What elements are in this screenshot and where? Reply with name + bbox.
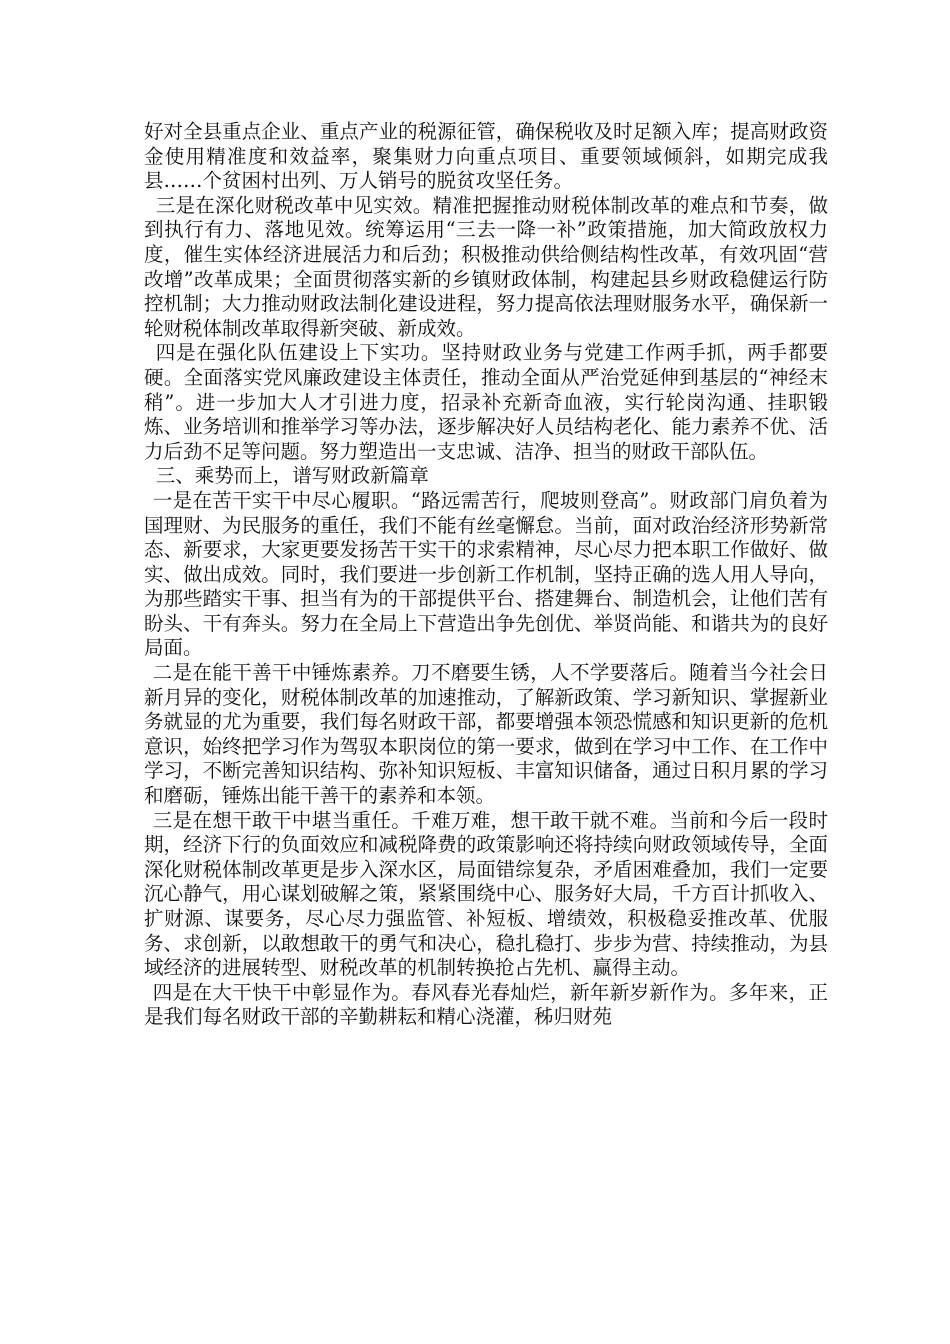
paragraph-achievement: 四是在大干快干中彰显作为。春风春光春灿烂，新年新岁新作为。多年来，正是我们每名财政干部的辛勤耕耘和精心浇灌，秭归财苑 (144, 980, 828, 1029)
paragraph-fiscal-reform: 三是在深化财税改革中见实效。精准把握推动财税体制改革的难点和节奏，做到执行有力、落地见效。统筹运用“三去一降一补”政策措施，加大简政放权力度，催生实体经济进展活力和后劲；积极推动供给侧结构性改革，有效巩固“营改增”改革成果；全面贯彻落实新的乡镇财政体制，构建起县乡财政稳健运行防控机制；大力推动财政法制化建设进程，努力提高依法理财服务水平，确保新一轮财税体制改革取得新突破、新成效。 (144, 193, 828, 340)
document-body (144, 120, 828, 1030)
paragraph-responsibility: 三是在想干敢干中堪当重任。千难万难，想干敢干就不难。当前和今后一段时期，经济下行的负面效应和减税降费的政策影响还将持续向财政领域传导，全面深化财税体制改革更是步入深水区，局面错综复杂，矛盾困难叠加，我们一定要沉心静气，用心谋划破解之策，紧紧围绕中心、服务好大局，千方百计抓收入、扩财源、谋要务，尽心尽力强监管、补短板、增绩效，积极稳妥推改革、优服务、求创新，以敢想敢干的勇气和决心，稳扎稳打、步步为营、持续推动，为县域经济的进展转型、财税改革的机制转换抢占先机、赢得主动。 (144, 808, 828, 980)
paragraph-team-building: 四是在强化队伍建设上下实功。坚持财政业务与党建工作两手抓，两手都要硬。全面落实党风廉政建设主体责任，推动全面从严治党延伸到基层的“神经末稍”。进一步加大人才引进力度，招录补充新奇血液，实行轮岗沟通、挂职锻炼、业务培训和推举学习等办法，逐步解决好人员结构老化、能力素养不优、活力后劲不足等问题。努力塑造出一支忠诚、洁净、担当的财政干部队伍。 (144, 341, 828, 463)
section-heading-three: 三、乘势而上，谱写财政新篇章 (155, 464, 429, 488)
paragraph-skills: 二是在能干善干中锤炼素养。刀不磨要生锈，人不学要落后。随着当今社会日新月异的变化，财税体制改革的加速推动，了解新政策、学习新知识、掌握新业务就显的尤为重要，我们每名财政干部，都要增强本领恐慌感和知识更新的危机意识，始终把学习作为驾驭本职岗位的第一要求，做到在学习中工作、在工作中学习，不断完善知识结构、弥补知识短板、丰富知识储备，通过日积月累的学习和磨砺，锤炼出能干善干的素养和本领。 (144, 661, 828, 808)
paragraph-hard-work: 一是在苦干实干中尽心履职。“路远需苦行，爬坡则登高”。财政部门肩负着为国理财、为民服务的重任，我们不能有丝毫懈怠。当前，面对政治经济形势新常态、新要求，大家更要发扬苦干实干的求索精神，尽心尽力把本职工作做好、做实、做出成效。同时，我们要进一步创新工作机制，坚持正确的选人用人导向，为那些踏实干事、担当有为的干部提供平台、搭建舞台、制造机会，让他们苦有盼头、干有奔头。努力在全局上下营造出争先创优、举贤尚能、和谐共为的良好局面。 (144, 488, 828, 660)
paragraph-tax-collection: 好对全县重点企业、重点产业的税源征管，确保税收及时足额入库；提高财政资金使用精准度和效益率，聚集财力向重点项目、重要领域倾斜，如期完成我县……个贫困村出列、万人销号的脱贫攻坚任务。 (144, 120, 828, 193)
